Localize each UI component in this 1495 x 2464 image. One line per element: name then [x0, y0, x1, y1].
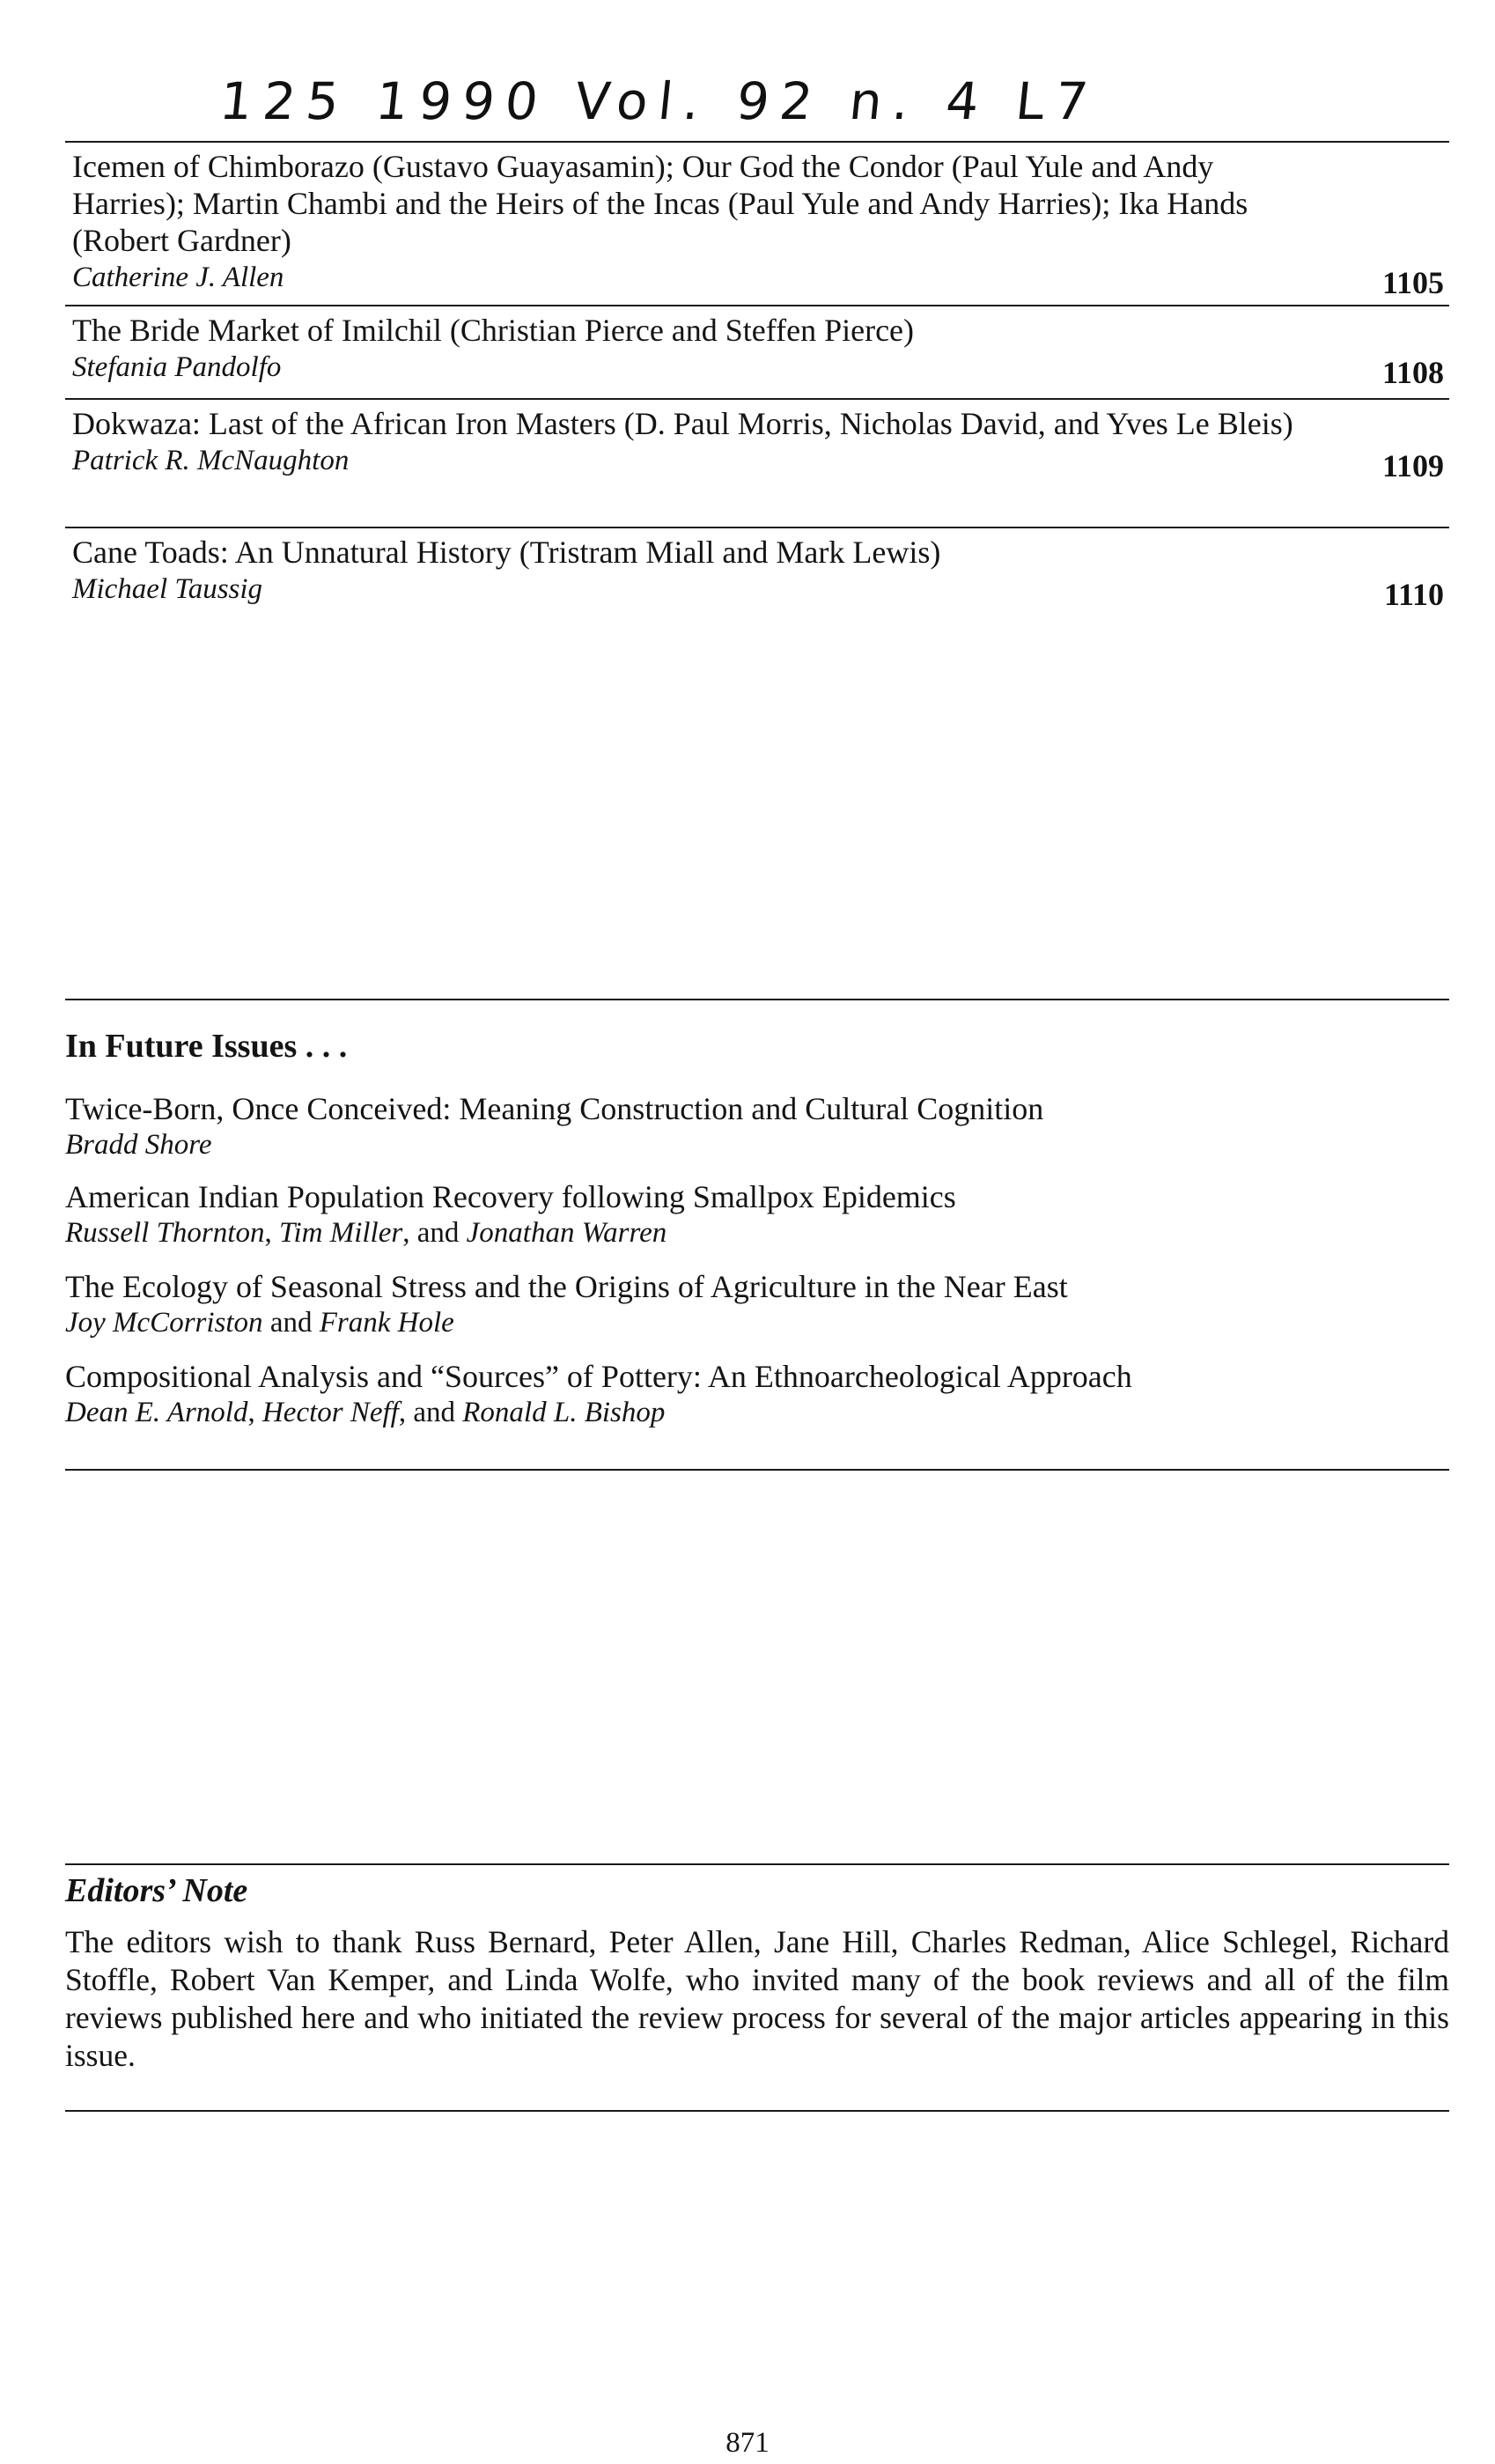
reviewer-line [72, 259, 1444, 300]
author-connector: and [416, 1217, 460, 1249]
future-issue-item [65, 1268, 1439, 1340]
film-review-entry [72, 312, 1444, 390]
film-review-entry [72, 534, 1444, 612]
reviewer-name: Catherine J. Allen [72, 262, 284, 293]
divider-rule [65, 305, 1449, 306]
reviewer-name: Michael Taussig [72, 573, 263, 605]
film-title: Icemen of Chimborazo (Gustavo Guayasamin); Our God the Condor (Paul Yule and Andy Harries); Martin Chambi and the Heirs of the Incas (Paul Yule and Andy Harries); Ika Hands (Robert Gardner) [72, 149, 1248, 258]
future-issues-heading: In Future Issues . . . [65, 1028, 348, 1065]
editors-note-heading: Editors’ Note [65, 1872, 248, 1909]
divider-rule [65, 1469, 1449, 1471]
reviewer-name: Patrick R. McNaughton [72, 445, 350, 476]
author-connector: and [269, 1307, 313, 1339]
film-review-entry [72, 148, 1444, 300]
author-name: Frank Hole [319, 1307, 454, 1339]
article-title: American Indian Population Recovery following Smallpox Epidemics [65, 1179, 956, 1214]
article-authors [65, 1127, 1439, 1162]
divider-rule [65, 999, 1449, 1000]
handwritten-annotation: 125 1990 Vol. 92 n. 4 L7 [217, 71, 1101, 131]
divider-rule [65, 1863, 1449, 1865]
author-name: Tim Miller [278, 1217, 403, 1249]
future-issue-item [65, 1358, 1439, 1430]
article-authors: Dean E. Arnold, Hector Neff, and Ronald L. Bishop [65, 1397, 666, 1428]
film-title: The Bride Market of Imilchil (Christian Pierce and Steffen Pierce) [72, 313, 915, 348]
author-name: Hector Neff [261, 1397, 399, 1428]
divider-rule [65, 141, 1449, 143]
future-issue-item [65, 1090, 1439, 1162]
author-name: Joy McCorriston [65, 1307, 263, 1339]
page-number: 871 [725, 2427, 770, 2459]
divider-rule [65, 527, 1449, 528]
reviewer-line [72, 571, 1444, 612]
author-connector: and [413, 1397, 456, 1428]
article-title: Compositional Analysis and “Sources” of Pottery: An Ethnoarcheological Approach [65, 1359, 1132, 1394]
author-name: Dean E. Arnold [65, 1397, 248, 1428]
article-authors: Russell Thornton, Tim Miller, and Jonathan Warren [65, 1217, 667, 1249]
divider-rule [65, 2110, 1449, 2112]
reviewer-line [72, 349, 1444, 390]
article-title: The Ecology of Seasonal Stress and the Origins of Agriculture in the Near East [65, 1269, 1068, 1304]
editors-note-body: The editors wish to thank Russ Bernard, Peter Allen, Jane Hill, Charles Redman, Alice Schlegel, Richard Stoffle, Robert Van Kemper, and Linda Wolfe, who invited many of the book reviews and all of the film reviews published here and who initiated the review process for several of the major articles appearing in this issue. [65, 1924, 1449, 2073]
film-review-entry [72, 405, 1444, 483]
reviewer-line [72, 442, 1444, 483]
future-issue-item [65, 1178, 1439, 1250]
author-name: Jonathan Warren [466, 1217, 667, 1249]
page-reference: 1109 [1381, 448, 1444, 483]
author-name: Ronald L. Bishop [462, 1397, 666, 1428]
author-name: Bradd Shore [65, 1129, 212, 1161]
author-name: Russell Thornton [65, 1217, 265, 1249]
page-reference: 1105 [1381, 265, 1444, 300]
page-reference: 1110 [1383, 577, 1444, 612]
film-title: Dokwaza: Last of the African Iron Masters (D. Paul Morris, Nicholas David, and Yves Le Bleis) [72, 406, 1293, 441]
reviewer-name: Stefania Pandolfo [72, 351, 282, 383]
divider-rule [65, 398, 1449, 400]
article-title: Twice-Born, Once Conceived: Meaning Construction and Cultural Cognition [65, 1091, 1044, 1126]
page-reference: 1108 [1381, 355, 1444, 390]
film-title: Cane Toads: An Unnatural History (Tristram Miall and Mark Lewis) [72, 535, 941, 570]
article-authors [65, 1305, 1439, 1340]
